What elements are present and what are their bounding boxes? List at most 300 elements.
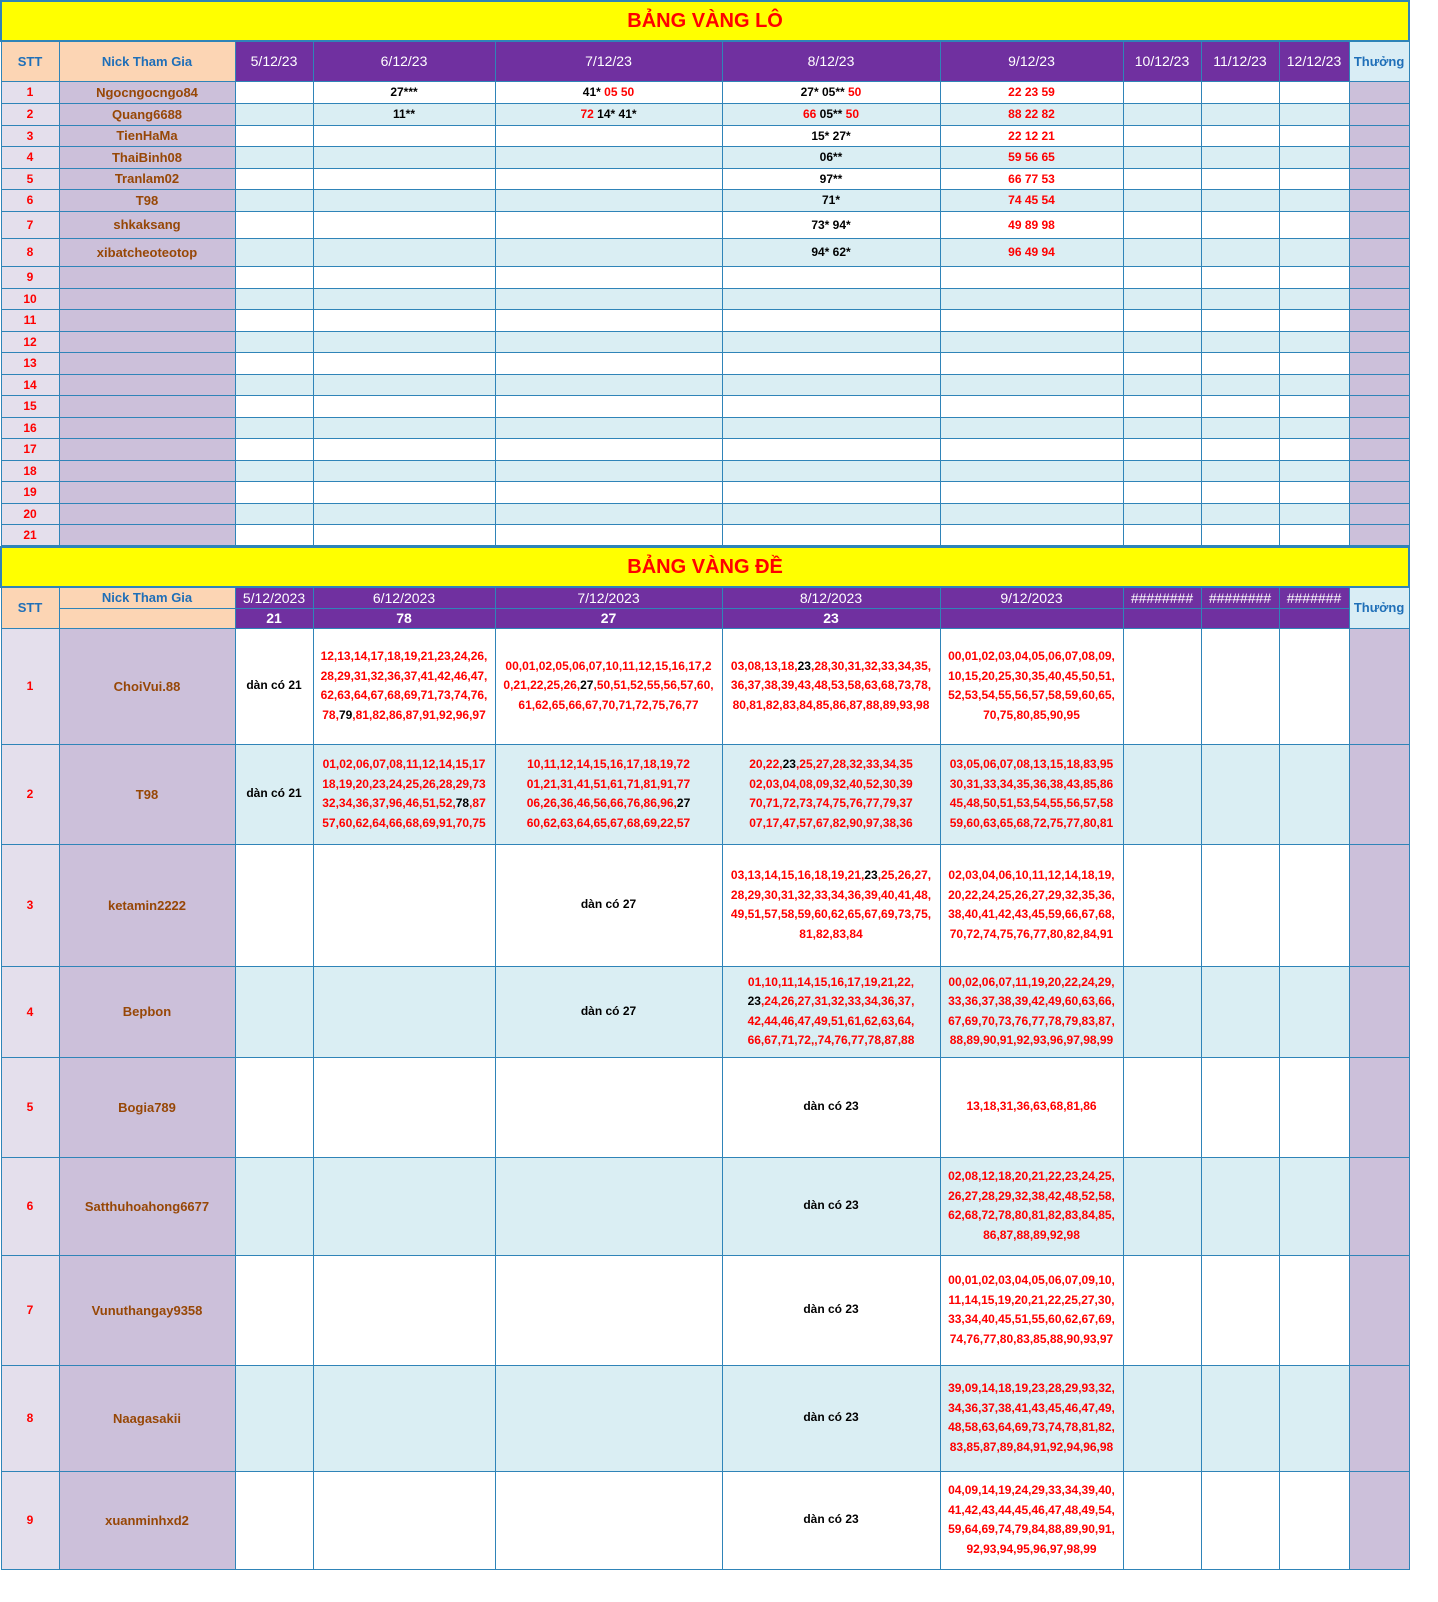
table-row <box>1 189 1409 211</box>
thuong-cell <box>1349 628 1409 744</box>
lo-cell <box>940 81 1123 103</box>
thuong-cell <box>1349 1471 1409 1569</box>
de-cell <box>495 628 722 744</box>
lo-cell <box>1279 352 1349 374</box>
lo-cell <box>722 309 940 331</box>
lo-cell <box>495 309 722 331</box>
lo-cell <box>1279 168 1349 189</box>
lo-cell <box>313 309 495 331</box>
lo-cell <box>313 331 495 352</box>
lo-stt-header: STT <box>1 41 59 81</box>
thuong-cell <box>1349 481 1409 503</box>
lo-cell <box>1279 524 1349 545</box>
de-cell <box>235 966 313 1057</box>
row-number: 9 <box>1 1471 59 1569</box>
row-number: 4 <box>1 966 59 1057</box>
lo-cell <box>495 146 722 168</box>
lo-cell <box>1279 211 1349 238</box>
table-row <box>1 266 1409 288</box>
cell-text: 04,09,14,19,24,29,33,34,39,40, 41,42,43,44,45,46,47,48,49,54, 59,64,69,74,79,84,88,89,90,91, 92,93,94,95,96,97,98,99 <box>948 1483 1115 1556</box>
de-cell <box>1201 1057 1279 1157</box>
de-cell <box>495 1255 722 1365</box>
lo-cell <box>940 309 1123 331</box>
de-cell <box>1279 1157 1349 1255</box>
thuong-cell <box>1349 417 1409 438</box>
lo-cell <box>235 438 313 460</box>
table-row <box>1 288 1409 309</box>
lo-cell <box>1123 395 1201 417</box>
row-number: 1 <box>1 628 59 744</box>
lo-cell <box>313 524 495 545</box>
lo-cell <box>1123 438 1201 460</box>
row-number: 20 <box>1 503 59 524</box>
cell-text: ,87 57,60,62,64,66,68,69,91,70,75 <box>322 796 486 830</box>
lo-cell <box>1201 374 1279 395</box>
de-date-header: 8/12/2023 <box>722 587 940 608</box>
lo-cell <box>722 266 940 288</box>
cell-text: 88 22 82 <box>1008 107 1055 121</box>
de-cell <box>313 1157 495 1255</box>
cell-text: 73* 94* <box>811 217 851 232</box>
lo-cell <box>313 417 495 438</box>
lo-cell <box>313 288 495 309</box>
lo-cell <box>722 417 940 438</box>
lo-cell <box>1279 481 1349 503</box>
cell-text: 79 <box>338 707 353 722</box>
cell-text: 50 <box>842 107 860 121</box>
lo-cell <box>495 288 722 309</box>
thuong-cell <box>1349 374 1409 395</box>
cell-text: 27*** <box>390 85 418 99</box>
de-result <box>1123 608 1201 628</box>
lo-cell <box>1201 352 1279 374</box>
lo-cell <box>1201 309 1279 331</box>
player-nick: TienHaMa <box>59 125 235 146</box>
row-number: 2 <box>1 744 59 844</box>
lo-cell <box>1123 125 1201 146</box>
lo-cell <box>722 524 940 545</box>
lo-cell <box>235 146 313 168</box>
lo-cell <box>313 481 495 503</box>
lo-cell <box>722 238 940 266</box>
player-nick <box>59 503 235 524</box>
row-number: 5 <box>1 168 59 189</box>
cell-text: 22 12 21 <box>1008 128 1055 143</box>
lo-cell <box>235 481 313 503</box>
lo-cell <box>235 460 313 481</box>
lo-cell <box>313 189 495 211</box>
thuong-cell <box>1349 103 1409 125</box>
player-nick <box>59 524 235 545</box>
lo-date-header: 10/12/23 <box>1123 41 1201 81</box>
de-cell <box>1279 628 1349 744</box>
lo-cell <box>313 503 495 524</box>
lo-cell <box>940 352 1123 374</box>
lo-cell <box>235 524 313 545</box>
de-cell <box>1123 1471 1201 1569</box>
de-cell <box>1201 1157 1279 1255</box>
player-nick: ChoiVui.88 <box>59 628 235 744</box>
lo-cell <box>313 103 495 125</box>
lo-cell <box>1123 189 1201 211</box>
de-date-header: ####### <box>1279 587 1349 608</box>
lo-cell <box>940 503 1123 524</box>
de-result <box>940 608 1123 628</box>
row-number: 1 <box>1 81 59 103</box>
lo-cell <box>313 211 495 238</box>
cell-text: dàn có 27 <box>580 897 637 912</box>
player-nick <box>59 460 235 481</box>
lo-cell <box>1123 81 1201 103</box>
lo-cell <box>313 125 495 146</box>
cell-text: 66 77 53 <box>1008 171 1055 186</box>
cell-text: 12,13,14,17,18,19,21,23,24,26, 28,29,31,32,36,37,41,42,46,47, 62,63,64,67,68,69,71,73,74,76, 78, <box>320 649 488 722</box>
de-cell <box>235 744 313 844</box>
row-number: 3 <box>1 844 59 966</box>
de-cell <box>722 844 940 966</box>
lo-cell <box>1201 395 1279 417</box>
row-number: 3 <box>1 125 59 146</box>
table-row <box>1 1057 1409 1157</box>
de-result: 21 <box>235 608 313 628</box>
row-number: 6 <box>1 189 59 211</box>
lo-cell <box>940 288 1123 309</box>
de-cell <box>1123 1365 1201 1471</box>
cell-text: dàn có 27 <box>580 1003 637 1018</box>
table-row <box>1 125 1409 146</box>
cell-text: 23 <box>782 757 796 771</box>
de-cell <box>495 844 722 966</box>
thuong-cell <box>1349 189 1409 211</box>
player-nick <box>59 481 235 503</box>
table-row <box>1 503 1409 524</box>
cell-text: dàn có 21 <box>246 678 302 693</box>
table-row <box>1 331 1409 352</box>
lo-nick-header: Nick Tham Gia <box>59 41 235 81</box>
de-cell <box>495 1471 722 1569</box>
thuong-cell <box>1349 331 1409 352</box>
row-number: 21 <box>1 524 59 545</box>
cell-text: 00,01,02,03,04,05,06,07,08,09, 10,15,20,25,30,35,40,45,50,51, 52,53,54,55,56,57,58,59,60,65, 70,75,80,85,90,95 <box>948 649 1115 722</box>
lo-cell <box>1279 146 1349 168</box>
row-number: 5 <box>1 1057 59 1157</box>
player-nick <box>59 395 235 417</box>
lo-cell <box>235 238 313 266</box>
cell-text: 03,13,14,15,16,18,19,21, <box>730 868 865 882</box>
lo-cell <box>313 460 495 481</box>
lo-cell <box>313 395 495 417</box>
thuong-cell <box>1349 460 1409 481</box>
lo-cell <box>940 481 1123 503</box>
cell-text: 13,18,31,36,63,68,81,86 <box>966 1099 1097 1114</box>
table-row <box>1 628 1409 744</box>
de-cell <box>235 1365 313 1471</box>
lo-cell <box>235 168 313 189</box>
lo-cell <box>495 189 722 211</box>
lo-cell <box>940 524 1123 545</box>
table-row <box>1 1365 1409 1471</box>
player-nick: Ngocngocngo84 <box>59 81 235 103</box>
lo-cell <box>1279 503 1349 524</box>
lo-cell <box>1279 81 1349 103</box>
lo-cell <box>1279 331 1349 352</box>
lo-cell <box>235 211 313 238</box>
lo-cell <box>495 524 722 545</box>
de-cell <box>495 1057 722 1157</box>
lo-cell <box>1279 266 1349 288</box>
cell-text: 20,22, <box>749 757 783 771</box>
lo-date-header: 11/12/23 <box>1201 41 1279 81</box>
lo-cell <box>722 481 940 503</box>
lo-cell <box>495 81 722 103</box>
de-cell <box>940 628 1123 744</box>
de-cell <box>235 1057 313 1157</box>
de-cell <box>313 1365 495 1471</box>
de-result: 78 <box>313 608 495 628</box>
lo-cell <box>1123 352 1201 374</box>
table-row <box>1 352 1409 374</box>
thuong-cell <box>1349 844 1409 966</box>
lo-cell <box>1279 395 1349 417</box>
lo-cell <box>940 417 1123 438</box>
lo-cell <box>722 438 940 460</box>
thuong-cell <box>1349 146 1409 168</box>
de-result <box>1279 608 1349 628</box>
lo-cell <box>1279 189 1349 211</box>
de-cell <box>1123 844 1201 966</box>
lo-cell <box>235 309 313 331</box>
lo-cell <box>495 417 722 438</box>
de-cell <box>1123 1255 1201 1365</box>
lo-cell <box>940 103 1123 125</box>
lo-cell <box>1123 417 1201 438</box>
lo-cell <box>1279 103 1349 125</box>
player-nick <box>59 438 235 460</box>
table-row <box>1 438 1409 460</box>
player-nick: ketamin2222 <box>59 844 235 966</box>
lo-cell <box>1201 417 1279 438</box>
de-table <box>0 546 1410 1570</box>
player-nick: Tranlam02 <box>59 168 235 189</box>
row-number: 11 <box>1 309 59 331</box>
thuong-cell <box>1349 1157 1409 1255</box>
cell-text: 02,08,12,18,20,21,22,23,24,25, 26,27,28,29,32,38,42,48,52,58, 62,68,72,78,80,81,82,83,84,85, 86,87,88,89,92,98 <box>948 1169 1115 1242</box>
de-date-header: 5/12/2023 <box>235 587 313 608</box>
de-date-header: ######## <box>1201 587 1279 608</box>
lo-cell <box>313 238 495 266</box>
thuong-cell <box>1349 1255 1409 1365</box>
cell-text: 05 50 <box>600 85 635 99</box>
lo-cell <box>495 168 722 189</box>
thuong-cell <box>1349 238 1409 266</box>
lo-cell <box>940 331 1123 352</box>
lo-cell <box>940 189 1123 211</box>
row-number: 10 <box>1 288 59 309</box>
de-cell <box>235 1471 313 1569</box>
cell-text: 23 <box>797 658 811 673</box>
table-row <box>1 744 1409 844</box>
table-row <box>1 417 1409 438</box>
lo-cell <box>313 81 495 103</box>
de-cell <box>1201 1255 1279 1365</box>
row-number: 8 <box>1 1365 59 1471</box>
row-number: 19 <box>1 481 59 503</box>
lo-cell <box>940 438 1123 460</box>
de-cell <box>940 1471 1123 1569</box>
lo-cell <box>1201 288 1279 309</box>
lo-cell <box>1279 309 1349 331</box>
cell-text: 11** <box>392 107 416 121</box>
lo-cell <box>1123 503 1201 524</box>
de-cell <box>1279 844 1349 966</box>
table-row <box>1 238 1409 266</box>
de-cell <box>940 1255 1123 1365</box>
row-number: 7 <box>1 1255 59 1365</box>
cell-text: dàn có 23 <box>803 1302 859 1317</box>
lo-thuong-header: Thưởng <box>1349 41 1409 81</box>
cell-text: 60,62,63,64,65,67,68,69,22,57 <box>526 815 691 830</box>
cell-text: 59 56 65 <box>1008 150 1055 164</box>
de-result: 27 <box>495 608 722 628</box>
de-cell <box>1279 744 1349 844</box>
de-cell <box>1279 1255 1349 1365</box>
player-nick <box>59 309 235 331</box>
lo-cell <box>1201 238 1279 266</box>
lo-cell <box>722 460 940 481</box>
lo-cell <box>235 288 313 309</box>
lo-cell <box>495 103 722 125</box>
table-row <box>1 309 1409 331</box>
de-cell <box>1201 844 1279 966</box>
lo-cell <box>495 438 722 460</box>
de-cell <box>940 1157 1123 1255</box>
cell-text: ,81,82,86,87,91,92,96,97 <box>352 707 486 722</box>
thuong-cell <box>1349 211 1409 238</box>
cell-text: dàn có 23 <box>803 1410 859 1425</box>
thuong-cell <box>1349 266 1409 288</box>
lo-cell <box>940 238 1123 266</box>
lo-cell <box>1201 524 1279 545</box>
lo-cell <box>495 238 722 266</box>
lo-cell <box>313 438 495 460</box>
cell-text: 27 <box>676 796 691 810</box>
cell-text: 72 <box>580 107 594 121</box>
de-cell <box>1279 1471 1349 1569</box>
lo-cell <box>313 168 495 189</box>
de-thuong-header: Thưởng <box>1349 587 1409 628</box>
de-cell <box>313 844 495 966</box>
row-number: 18 <box>1 460 59 481</box>
lo-cell <box>313 266 495 288</box>
row-number: 14 <box>1 374 59 395</box>
lo-date-header: 9/12/23 <box>940 41 1123 81</box>
player-nick: T98 <box>59 744 235 844</box>
de-cell <box>235 1157 313 1255</box>
cell-text: 02,03,04,06,10,11,12,14,18,19, 20,22,24,25,26,27,29,32,35,36, 38,40,41,42,43,45,59,66,67,68, 70,72,74,75,76,77,80,82,84,91 <box>948 868 1115 941</box>
cell-text: 14* 41* <box>593 107 637 121</box>
cell-text: 39,09,14,18,19,23,28,29,93,32, 34,36,37,38,41,43,45,46,47,49, 48,58,63,64,69,73,74,78,81,82, 83,85,87,89,84,91,92,94,96,98 <box>948 1381 1115 1454</box>
lo-cell <box>722 189 940 211</box>
lo-cell <box>1123 238 1201 266</box>
row-number: 9 <box>1 266 59 288</box>
cell-text: 00,02,06,07,11,19,20,22,24,29, 33,36,37,38,39,42,49,60,63,66, 67,69,70,73,76,77,78,79,83,87, 88,89,90,91,92,93,96,97,98,99 <box>948 974 1115 1047</box>
de-cell <box>1201 1471 1279 1569</box>
row-number: 12 <box>1 331 59 352</box>
lo-cell <box>1123 374 1201 395</box>
lo-cell <box>495 266 722 288</box>
player-nick: Naagasakii <box>59 1365 235 1471</box>
lo-cell <box>1123 524 1201 545</box>
lo-cell <box>1123 211 1201 238</box>
lo-cell <box>495 211 722 238</box>
lo-cell <box>235 125 313 146</box>
thuong-cell <box>1349 168 1409 189</box>
cell-text: dàn có 23 <box>803 1198 859 1213</box>
cell-text: 50 <box>844 85 862 99</box>
lo-cell <box>722 288 940 309</box>
cell-text: ,25,27,28,32,33,34,35 02,03,04,08,09,32,40,52,30,39 70,71,72,73,74,75,76,77,79,37 07,17,47,57,67,82,90,97,38,36 <box>749 757 913 830</box>
de-cell <box>722 744 940 844</box>
lo-date-header: 8/12/23 <box>722 41 940 81</box>
lo-cell <box>1279 238 1349 266</box>
de-cell <box>1279 1057 1349 1157</box>
lo-cell <box>1279 438 1349 460</box>
de-cell <box>940 844 1123 966</box>
lo-cell <box>940 211 1123 238</box>
de-cell <box>1123 744 1201 844</box>
lo-cell <box>722 331 940 352</box>
lo-cell <box>722 395 940 417</box>
table-row <box>1 374 1409 395</box>
cell-text: 01,02,06,07,08,11,12,14,15,17 18,19,20,23,24,25,26,28,29,73 32,34,36,37,96,46,51,52, <box>322 757 486 810</box>
de-cell <box>313 1255 495 1365</box>
lo-cell <box>940 146 1123 168</box>
table-row <box>1 211 1409 238</box>
lo-cell <box>1201 146 1279 168</box>
de-cell <box>1279 966 1349 1057</box>
lo-cell <box>1201 503 1279 524</box>
lo-title: BẢNG VÀNG LÔ <box>1 1 1409 41</box>
lo-cell <box>722 211 940 238</box>
lo-cell <box>1279 417 1349 438</box>
lo-cell <box>1123 168 1201 189</box>
lo-cell <box>722 146 940 168</box>
de-cell <box>1123 1157 1201 1255</box>
thuong-cell <box>1349 309 1409 331</box>
lo-cell <box>1279 460 1349 481</box>
de-cell <box>495 744 722 844</box>
de-cell <box>313 966 495 1057</box>
lo-cell <box>722 125 940 146</box>
cell-text: 71* <box>821 193 841 207</box>
de-cell <box>940 966 1123 1057</box>
lo-cell <box>1123 460 1201 481</box>
cell-text: 15* 27* <box>811 128 851 143</box>
cell-text: 06** <box>819 150 843 164</box>
player-nick <box>59 288 235 309</box>
lo-date-header: 5/12/23 <box>235 41 313 81</box>
lo-cell <box>495 331 722 352</box>
player-nick <box>59 417 235 438</box>
lo-cell <box>313 374 495 395</box>
de-date-header: 9/12/2023 <box>940 587 1123 608</box>
lo-cell <box>235 81 313 103</box>
thuong-cell <box>1349 438 1409 460</box>
lo-cell <box>1201 481 1279 503</box>
thuong-cell <box>1349 1365 1409 1471</box>
lo-cell <box>1201 211 1279 238</box>
cell-text: dàn có 21 <box>246 786 302 801</box>
